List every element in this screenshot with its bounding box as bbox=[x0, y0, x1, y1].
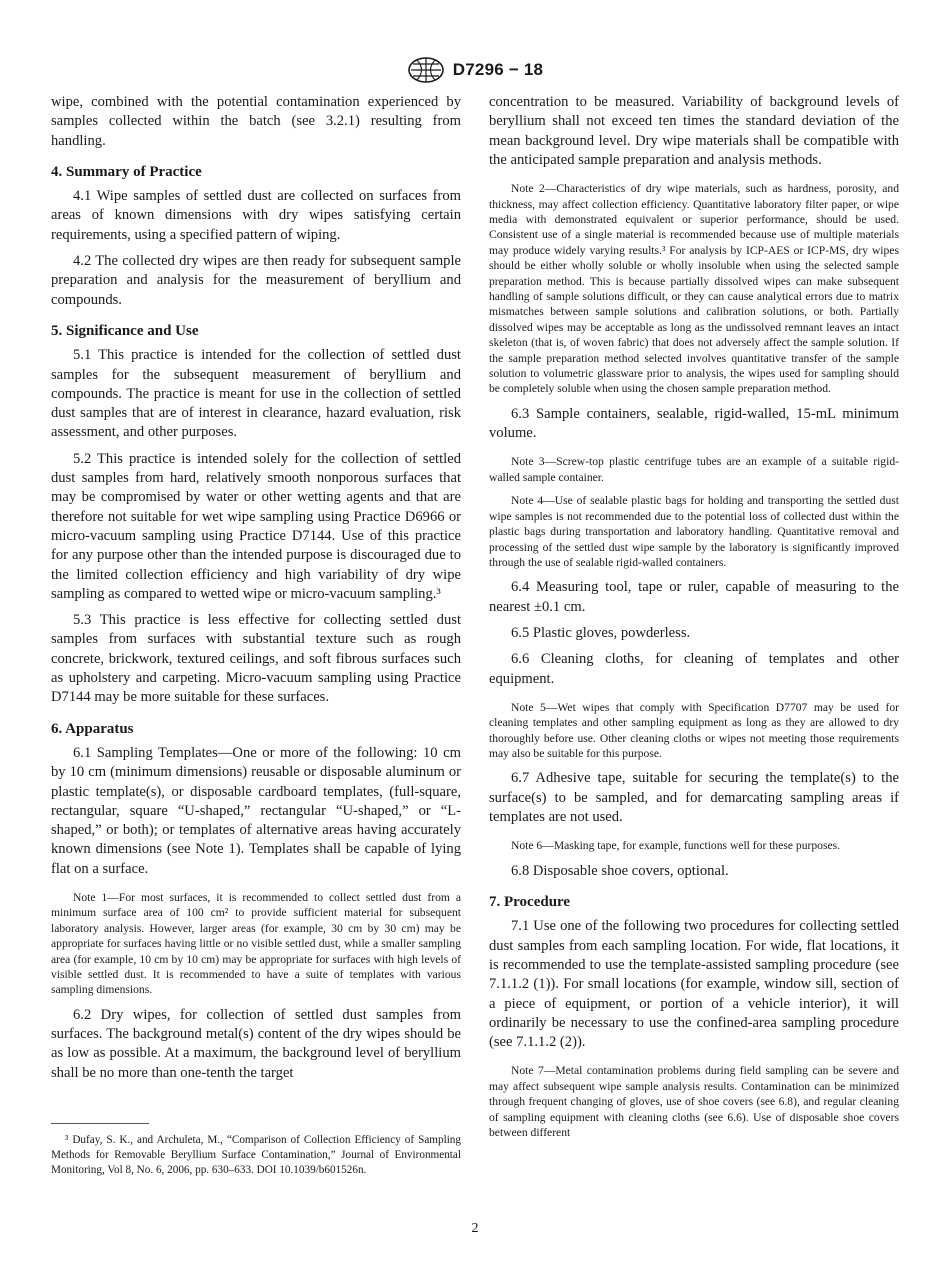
paragraph-5-2: 5.2 This practice is intended solely for the collection of settled dust samples from hard, relatively smooth nonporous surfaces that may be compromised by water or other wetting agents and that are therefore not suitable for wet wipe sampling using Practice D6966 or micro-vacuum sampling using Practice D7144. Use of this practice for any purpose other than the intended purpose is discouraged due to the limited collection efficiency and high variability of dry wipe sampling as compared to wetted wipe or micro-vacuum sampling.³ bbox=[51, 450, 461, 602]
note-5: Note 5—Wet wipes that comply with Specification D7707 may be used for cleaning templates and other sampling equipment as long as they are allowed to dry thoroughly before use. Other cleaning cloths or wipes not meeting those requirements may also be suitable for this purpose. bbox=[489, 700, 899, 761]
note-3: Note 3—Screw-top plastic centrifuge tubes are an example of a suitable rigid-walled sample container. bbox=[489, 455, 899, 484]
paragraph-6-1: 6.1 Sampling Templates—One or more of the following: 10 cm by 10 cm (minimum dimensions) reusable or disposable aluminum or plastic template(s), or disposable cardboard templates, (full-square, rectangular, square “U-shaped,” rectangular “U-shaped,” or “L-shaped,” or both); or templates of alternative areas having accurately known dimensions (see Note 1). Templates shall be capable of lying flat on a surface. bbox=[51, 744, 461, 877]
paragraph-4-1: 4.1 Wipe samples of settled dust are collected on surfaces from areas of known dimensions with dry wipes satisfying certain requirements, using a specified pattern of wiping. bbox=[51, 188, 461, 243]
astm-logo-icon bbox=[407, 56, 445, 84]
footnote-3: ³ Dufay, S. K., and Archuleta, M., “Comparison of Collection Efficiency of Sampling Methods for Removable Beryllium Surface Contamination,” Journal of Environmental Monitoring, Vol 8, No. 6, 2006, pp. 630–633. DOI 10.1039/b601526n. bbox=[51, 1134, 461, 1177]
paragraph-6-2: 6.2 Dry wipes, for collection of settled dust samples from surfaces. The background metal(s) content of the dry wipes should be as low as possible. At a maximum, the background level of beryllium shall be no more than one-tenth the target bbox=[51, 1006, 461, 1081]
left-column bbox=[51, 93, 461, 1090]
paragraph-4-2: 4.2 The collected dry wipes are then ready for subsequent sample preparation and analysis for the measurement of beryllium and compounds. bbox=[51, 253, 461, 308]
section-7-title: 7. Procedure bbox=[489, 894, 571, 911]
paragraph-6-5: 6.5 Plastic gloves, powderless. bbox=[511, 624, 691, 641]
section-6-title: 6. Apparatus bbox=[51, 720, 134, 737]
paragraph-7-1: 7.1 Use one of the following two procedures for collecting settled dust samples from each sampling location. For wide, flat locations, it is recommended to use the template-assisted sampling procedure (see 7.1.1.2 (1)). For small locations (for example, window sill, section of a piece of equipment, or portion of a vehicle interior), it will ordinarily be necessary to use the confined-area sampling procedure (see 7.1.1.2 (2)). bbox=[489, 918, 899, 1051]
section-4-title: 4. Summary of Practice bbox=[51, 163, 202, 180]
footnote-rule bbox=[51, 1123, 149, 1124]
section-5-title: 5. Significance and Use bbox=[51, 322, 199, 339]
right-column bbox=[489, 93, 899, 1148]
page-number: 2 bbox=[471, 1221, 479, 1236]
paragraph-6-7: 6.7 Adhesive tape, suitable for securing the template(s) to the surface(s) to be sampled, and for demarcating sampling areas if templates are not used. bbox=[489, 770, 899, 826]
paragraph-6-2-continued: concentration to be measured. Variability of background levels of beryllium shall not exceed ten times the standard deviation of the mean background level. Dry wipe materials shall be compatible with the anticipated sample preparation and analysis methods. bbox=[489, 94, 899, 168]
note-6: Note 6—Masking tape, for example, functions well for these purposes. bbox=[511, 839, 841, 853]
paragraph-continued: wipe, combined with the potential contamination experienced by samples collected within the batch (see 3.2.1) resulting from handling. bbox=[51, 94, 461, 149]
note-4: Note 4—Use of sealable plastic bags for holding and transporting the settled dust wipe samples is not recommended due to the potential loss of collected dust within the plastic bags during transportation and laboratory handling. Quantitative removal and processing of the settled dust wipe sample by the laboratory is significantly improved through the use of sealable rigid-walled containers. bbox=[489, 494, 899, 569]
paragraph-5-1: 5.1 This practice is intended for the collection of settled dust samples for the subsequent measurement of beryllium and compounds. The practice is meant for use in the collection of settled dust samples that are of interest in clearance, hazard evaluation, risk assessment, and other purposes. bbox=[51, 347, 461, 441]
paragraph-6-3: 6.3 Sample containers, sealable, rigid-walled, 15-mL minimum volume. bbox=[489, 405, 899, 442]
note-1: Note 1—For most surfaces, it is recommended to collect settled dust from a minimum surface area of 100 cm² to provide sufficient material for subsequent laboratory analysis. However, larger areas (for example, 30 cm by 30 cm) may be appropriate for surfaces having little or no visible settled dust, while a smaller sampling area (for example, 10 cm by 10 cm) may be appropriate for surfaces with high levels of visible settled dust. It is recommended to have a suite of templates with various sampling dimensions. bbox=[51, 890, 461, 997]
paragraph-6-8: 6.8 Disposable shoe covers, optional. bbox=[511, 862, 729, 879]
paragraph-5-3: 5.3 This practice is less effective for collecting settled dust samples from surfaces with substantial texture such as rough concrete, brickwork, textured ceilings, and soft fibrous surfaces such as upholstery and carpeting. Micro-vacuum sampling using Practice D7144 may be more suitable for these surfaces. bbox=[51, 612, 461, 706]
paragraph-6-4: 6.4 Measuring tool, tape or ruler, capable of measuring to the nearest ±0.1 cm. bbox=[489, 579, 899, 615]
document-id: D7296 − 18 bbox=[452, 60, 544, 79]
paragraph-6-6: 6.6 Cleaning cloths, for cleaning of templates and other equipment. bbox=[489, 651, 899, 687]
note-2: Note 2—Characteristics of dry wipe materials, such as hardness, porosity, and thickness, may affect collection efficiency. Quantitative laboratory filter paper, or wipe media with demonstrated equivalent or superior performance, should be used. Consistent use of a single material is recommended because use of multiple materials may produce widely varying results.³ For analysis by ICP-AES or ICP-MS, dry wipes should be either wholly soluble or wholly insoluble when using the selected sample preparation method. This is because partially dissolved wipes can make subsequent handling of sample solutions difficult, or they can cause analytical errors due to matrix mismatches between sample solutions and calibration solutions, or both. Partially dissolved wipes may be acceptable as long as the undissolved remnant leaves an intact skeleton (that is, of woven fabric) that does not adversely affect the sample solution. If the sample preparation method selected involves quantitative transfer of the sample solution to volumetric glassware prior to analysis, the wipes used for sampling should be completely soluble when using the chosen sample preparation method. bbox=[489, 182, 899, 396]
note-7: Note 7—Metal contamination problems during field sampling can be severe and may affect subsequent wipe sample analysis results. Contamination can be minimized through frequent changing of gloves, use of shoe covers (see 6.8), and regular cleaning of sampling equipment with cleaning cloths (see 6.6). Use of disposable shoe covers between different bbox=[489, 1064, 899, 1140]
page-header bbox=[0, 56, 950, 84]
